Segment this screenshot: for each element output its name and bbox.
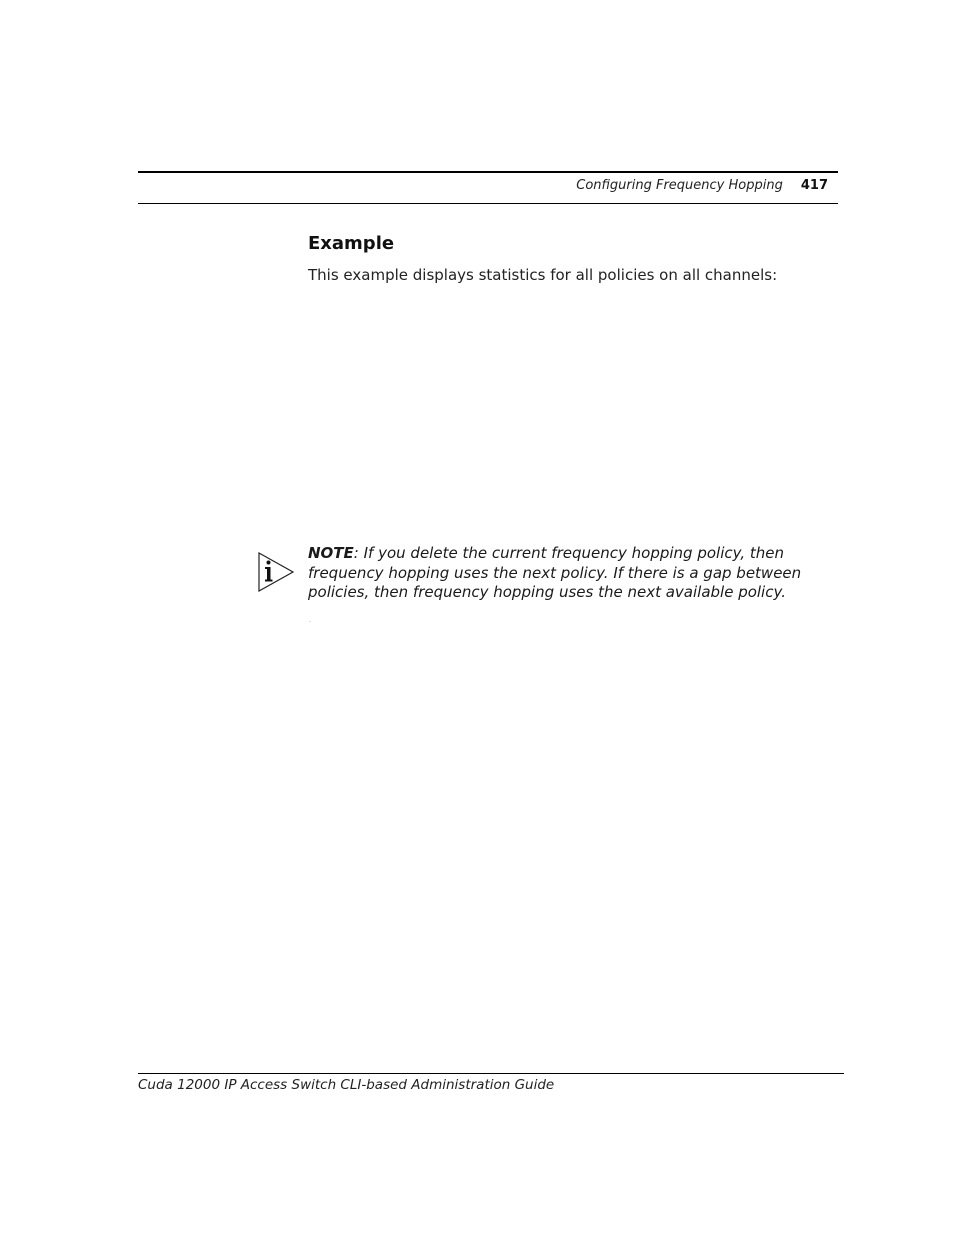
footer-guide-title: Cuda 12000 IP Access Switch CLI-based Administration Guide (138, 1077, 555, 1093)
header-top-rule (138, 171, 838, 173)
note-body: : If you delete the current frequency hopping policy, then frequency hopping uses the next policy. If there is a gap between policies, then frequency hopping uses the next available policy. (308, 544, 802, 602)
intro-paragraph: This example displays statistics for all policies on all channels: (308, 266, 778, 284)
footer-rule (138, 1073, 844, 1074)
running-header (576, 178, 828, 193)
note-text (308, 544, 828, 603)
stray-mark: . (309, 615, 312, 624)
header-bottom-rule (138, 203, 838, 204)
section-heading: Example (308, 233, 395, 254)
info-icon (257, 552, 295, 592)
running-header-section-title: Configuring Frequency Hopping (576, 178, 783, 193)
note-label: NOTE (308, 544, 354, 562)
page-number: 417 (800, 178, 828, 193)
